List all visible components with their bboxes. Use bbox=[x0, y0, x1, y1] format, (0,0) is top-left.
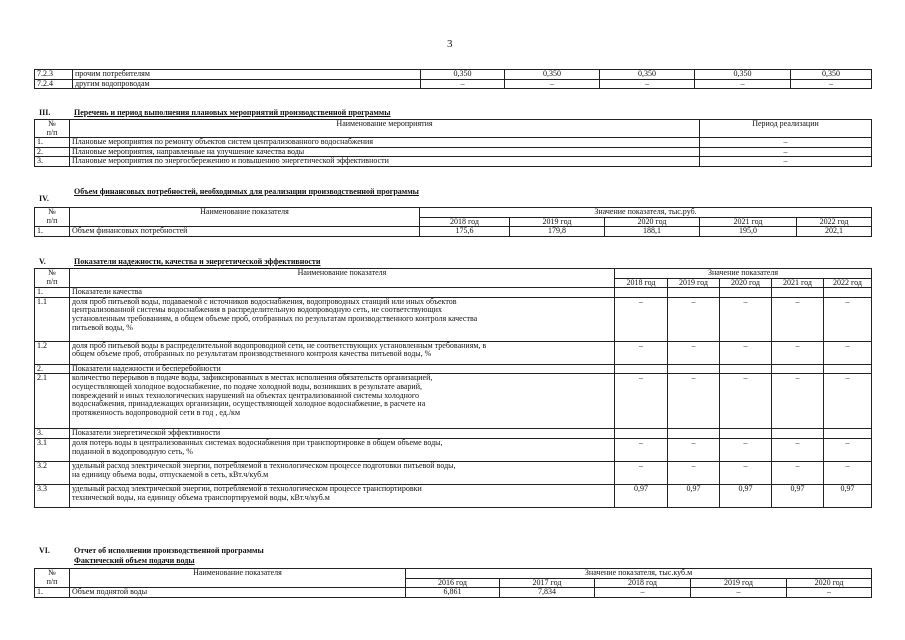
header-year: 2019 год bbox=[691, 578, 787, 588]
cell-value: – bbox=[421, 79, 505, 89]
cell-value: – bbox=[600, 79, 695, 89]
header-year: 2018 год bbox=[615, 278, 668, 288]
table-row bbox=[35, 461, 872, 484]
row-period: – bbox=[700, 138, 872, 148]
cell-value: 202,1 bbox=[797, 227, 872, 237]
header-num: № п/п bbox=[35, 208, 70, 227]
cell-value: – bbox=[668, 461, 720, 484]
header-year: 2018 год bbox=[420, 217, 510, 227]
header-year: 2016 год bbox=[406, 578, 500, 588]
row-name: удельный расход электрической энергии, потребляемой в технологическом процессе подготовки питьевой воды, на единицу объема воды, отпускаемой в сеть, кВт.ч/куб.м bbox=[70, 461, 615, 484]
cell-value: – bbox=[824, 341, 872, 364]
header-year: 2022 год bbox=[824, 278, 872, 288]
row-name: удельный расход электрической энергии, потребляемой в технологическом процессе транспортировки технической воды, на единицу объема транспортируемой воды, кВт.ч/куб.м bbox=[70, 484, 615, 507]
cell-value: – bbox=[720, 341, 772, 364]
row-name: доля проб питьевой воды, подаваемой с источников водоснабжения, водопроводных станций или иных объектов централизованной системы водоснабжения в распределительную водопроводную сеть, не соответствующих установленным требованиям, в общем объеме проб, отобранных по результатам производственного контроля качества питьевой воды, % bbox=[70, 297, 615, 341]
header-num: № п/п bbox=[35, 569, 70, 588]
table-group-row bbox=[35, 288, 872, 298]
cell-value: 179,8 bbox=[510, 227, 605, 237]
cell-value: – bbox=[615, 374, 668, 429]
row-num: 2. bbox=[35, 364, 70, 374]
row-name: количество перерывов в подаче воды, зафиксированных в местах исполнения обязательств организацией, осуществляющей холодное водоснабжение, по подаче холодной воды, возникших в результате аварий, повреждений и иных технологических нарушений на объектах централизованной системы холодного водоснабжения, принадлежащих организации, осуществляющей холодное водоснабжение, в расчете на протяженность водопроводной сети в год , ед./км bbox=[70, 374, 615, 429]
header-name: Наименование показателя bbox=[70, 569, 406, 588]
section-title: Показатели надежности, качества и энергетической эффективности bbox=[74, 257, 321, 266]
cell-value: – bbox=[720, 438, 772, 461]
table-section-4 bbox=[34, 207, 872, 237]
row-num: 1. bbox=[35, 288, 70, 298]
section-6-heading bbox=[39, 546, 839, 566]
row-num: 3. bbox=[35, 429, 70, 439]
row-num: 3.3 bbox=[35, 484, 70, 507]
header-year: 2017 год bbox=[500, 578, 595, 588]
table-row bbox=[35, 138, 872, 148]
cell-value: 7,834 bbox=[500, 588, 595, 598]
header-name: Наименование показателя bbox=[70, 269, 615, 288]
table-row bbox=[35, 341, 872, 364]
cell-value: – bbox=[824, 461, 872, 484]
cell-value: 0,350 bbox=[421, 70, 505, 80]
cell-value: 0,350 bbox=[791, 70, 872, 80]
cell-value: 175,6 bbox=[420, 227, 510, 237]
cell-value: 0,97 bbox=[772, 484, 824, 507]
cell-value: – bbox=[824, 438, 872, 461]
cell-value: – bbox=[772, 297, 824, 341]
header-num: № п/п bbox=[35, 120, 70, 138]
table-row bbox=[35, 588, 872, 598]
row-name: прочим потребителям bbox=[73, 70, 421, 80]
cell-value: – bbox=[787, 588, 872, 598]
table-row bbox=[35, 438, 872, 461]
header-value: Значение показателя bbox=[615, 269, 872, 279]
header-year: 2018 год bbox=[595, 578, 691, 588]
header-year: 2020 год bbox=[787, 578, 872, 588]
cell-value: 0,350 bbox=[600, 70, 695, 80]
row-num: 3.2 bbox=[35, 461, 70, 484]
header-year: 2019 год bbox=[510, 217, 605, 227]
row-num: 2.1 bbox=[35, 374, 70, 429]
cell-value: – bbox=[615, 461, 668, 484]
cell-value: – bbox=[824, 374, 872, 429]
cell-value: – bbox=[720, 297, 772, 341]
cell-value: – bbox=[668, 297, 720, 341]
section-3-heading bbox=[39, 108, 839, 118]
table-header-row bbox=[35, 269, 872, 279]
cell-value: – bbox=[615, 341, 668, 364]
cell-value: 0,97 bbox=[720, 484, 772, 507]
table-row bbox=[35, 227, 872, 237]
cell-value: 0,97 bbox=[615, 484, 668, 507]
header-name: Наименование мероприятия bbox=[70, 120, 700, 138]
row-num: 2. bbox=[35, 147, 70, 157]
table-group-row bbox=[35, 364, 872, 374]
header-value: Значение показателя, тыс.руб. bbox=[420, 208, 872, 218]
row-period: – bbox=[700, 147, 872, 157]
section-subtitle: Фактический объем подачи воды bbox=[74, 556, 195, 565]
row-name: Показатели энергетической эффективности bbox=[70, 429, 615, 439]
table-section-5 bbox=[34, 268, 872, 508]
cell-value: – bbox=[772, 374, 824, 429]
table-group-row bbox=[35, 429, 872, 439]
cell-value: – bbox=[720, 374, 772, 429]
table-row bbox=[35, 79, 872, 89]
table-row bbox=[35, 70, 872, 80]
cell-value: – bbox=[824, 297, 872, 341]
row-name: доля потерь воды в централизованных системах водоснабжения при транспортировке в общем объеме воды, поданной в водопроводную сеть, % bbox=[70, 438, 615, 461]
section-4-heading bbox=[39, 187, 839, 203]
cell-value: – bbox=[772, 341, 824, 364]
cell-value: – bbox=[615, 297, 668, 341]
cell-value: – bbox=[595, 588, 691, 598]
table-section-6 bbox=[34, 568, 872, 598]
section-number: IV. bbox=[39, 194, 49, 203]
header-year: 2019 год bbox=[668, 278, 720, 288]
cell-value: – bbox=[720, 461, 772, 484]
table-row bbox=[35, 297, 872, 341]
cell-value: – bbox=[695, 79, 791, 89]
table-row bbox=[35, 484, 872, 507]
cell-value: – bbox=[668, 341, 720, 364]
section-5-heading bbox=[39, 257, 839, 267]
cell-value: – bbox=[791, 79, 872, 89]
row-num: 3.1 bbox=[35, 438, 70, 461]
section-title: Перечень и период выполнения плановых мероприятий производственной программы bbox=[74, 108, 391, 117]
cell-value: – bbox=[668, 374, 720, 429]
page-number: 3 bbox=[447, 38, 453, 50]
row-name: Показатели надежности и бесперебойности bbox=[70, 364, 615, 374]
table-header-row bbox=[35, 120, 872, 138]
row-name: другим водопроводам bbox=[73, 79, 421, 89]
row-num: 1. bbox=[35, 588, 70, 598]
cell-value: 188,1 bbox=[605, 227, 700, 237]
row-num: 3. bbox=[35, 157, 70, 167]
row-name: Плановые мероприятия по энергосбережению и повышению энергетической эффективности bbox=[70, 157, 700, 167]
row-name: Плановые мероприятия, направленные на улучшение качества воды bbox=[70, 147, 700, 157]
cell-value: 195,0 bbox=[700, 227, 797, 237]
header-num: № п/п bbox=[35, 269, 70, 288]
table-row bbox=[35, 147, 872, 157]
row-name: Плановые мероприятия по ремонту объектов систем централизованного водоснабжения bbox=[70, 138, 700, 148]
row-num: 1. bbox=[35, 138, 70, 148]
header-year: 2022 год bbox=[797, 217, 872, 227]
row-name: Объем финансовых потребностей bbox=[70, 227, 420, 237]
cell-value: – bbox=[505, 79, 600, 89]
table-row bbox=[35, 157, 872, 167]
section-number: V. bbox=[39, 257, 46, 266]
header-year: 2020 год bbox=[605, 217, 700, 227]
section-title: Отчет об исполнении производственной программы bbox=[74, 546, 264, 555]
row-num: 1. bbox=[35, 227, 70, 237]
cell-value: – bbox=[668, 438, 720, 461]
section-number: III. bbox=[39, 108, 51, 117]
row-num: 1.1 bbox=[35, 297, 70, 341]
cell-value: 0,350 bbox=[695, 70, 791, 80]
row-name: Объем поднятой воды bbox=[70, 588, 406, 598]
row-name: Показатели качества bbox=[70, 288, 615, 298]
header-year: 2021 год bbox=[772, 278, 824, 288]
cell-value: – bbox=[615, 438, 668, 461]
cell-value: 0,97 bbox=[824, 484, 872, 507]
cell-value: 0,350 bbox=[505, 70, 600, 80]
table-header-row bbox=[35, 569, 872, 579]
header-year: 2020 год bbox=[720, 278, 772, 288]
table-header-row bbox=[35, 208, 872, 218]
row-code: 7.2.3 bbox=[35, 70, 73, 80]
row-num: 1.2 bbox=[35, 341, 70, 364]
row-name: доля проб питьевой воды в распределительной водопроводной сети, не соответствующих установленным требованиям, в общем объеме проб, отобранных по результатам производственного контроля качества питьевой воды, % bbox=[70, 341, 615, 364]
table-7-2-continuation bbox=[34, 69, 872, 89]
table-section-3 bbox=[34, 119, 872, 167]
header-period: Период реализации bbox=[700, 120, 872, 138]
section-title: Объем финансовых потребностей, необходимых для реализации производственной программы bbox=[74, 187, 419, 196]
header-name: Наименование показателя bbox=[70, 208, 420, 227]
cell-value: – bbox=[772, 461, 824, 484]
cell-value: – bbox=[772, 438, 824, 461]
cell-value: 0,97 bbox=[668, 484, 720, 507]
table-row bbox=[35, 374, 872, 429]
header-year: 2021 год bbox=[700, 217, 797, 227]
cell-value: – bbox=[691, 588, 787, 598]
cell-value: 6,861 bbox=[406, 588, 500, 598]
section-number: VI. bbox=[39, 546, 50, 555]
header-value: Значение показателя, тыс.куб.м bbox=[406, 569, 872, 579]
row-period: – bbox=[700, 157, 872, 167]
row-code: 7.2.4 bbox=[35, 79, 73, 89]
